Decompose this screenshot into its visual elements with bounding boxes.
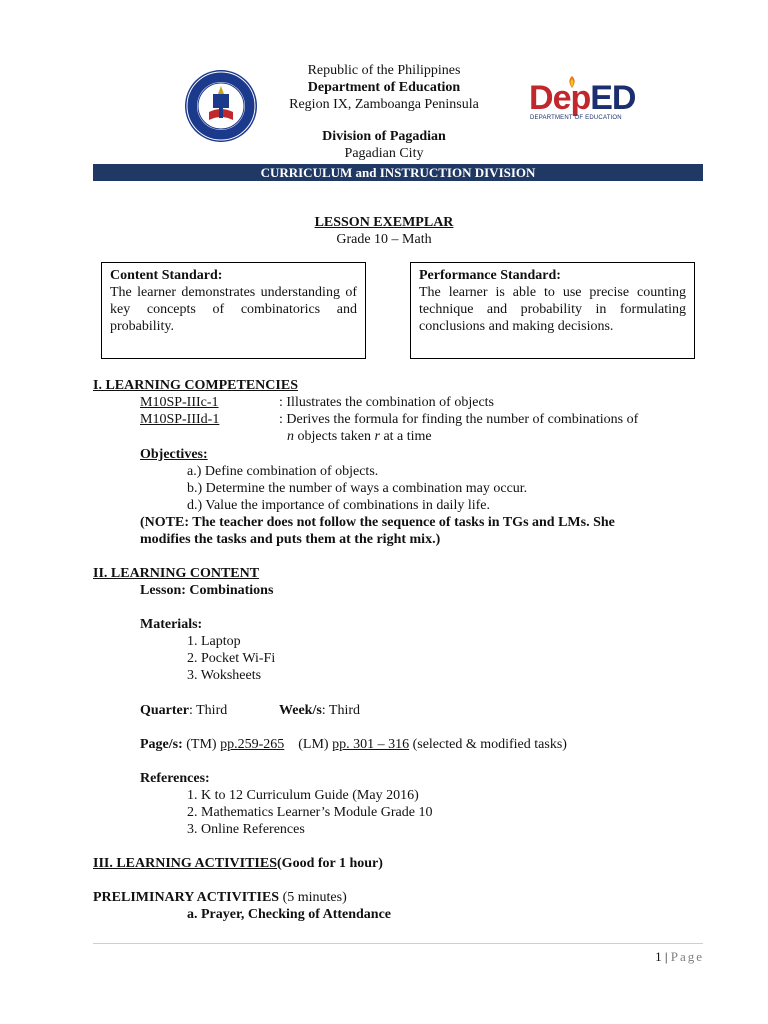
lesson-exemplar-title: LESSON EXEMPLAR bbox=[314, 215, 454, 230]
content-standard-box bbox=[101, 262, 366, 359]
curriculum-band: CURRICULUM and INSTRUCTION DIVISION bbox=[93, 164, 703, 181]
deped-subtitle: DEPARTMENT OF EDUCATION bbox=[530, 115, 622, 121]
competency-code-2: M10SP-IIId-1 bbox=[140, 412, 220, 427]
competency-code-1: M10SP-IIIc-1 bbox=[140, 395, 219, 410]
objective-a: a.) Define combination of objects. bbox=[187, 464, 379, 479]
competencies-heading: I. LEARNING COMPETENCIES bbox=[93, 378, 298, 393]
reference-1: 1. K to 12 Curriculum Guide (May 2016) bbox=[187, 788, 419, 803]
pages-line bbox=[140, 736, 567, 753]
activities-heading-line bbox=[93, 855, 383, 872]
note-line-1: (NOTE: The teacher does not follow the sequence of tasks in TGs and LMs. She bbox=[140, 515, 615, 530]
pages-lm-link[interactable]: pp. 301 – 316 bbox=[332, 737, 410, 752]
deped-wordmark: DepED bbox=[529, 79, 636, 117]
var-n: n bbox=[287, 429, 294, 444]
competency-text-2-end: at a time bbox=[379, 429, 432, 444]
activities-heading: III. LEARNING ACTIVITIES bbox=[93, 856, 278, 871]
prelim-line bbox=[93, 889, 347, 906]
material-1: 1. Laptop bbox=[187, 634, 241, 649]
header-region: Region IX, Zamboanga Peninsula bbox=[289, 97, 479, 112]
content-standard-text: The learner demonstrates understanding of key concepts of combinatorics and probability. bbox=[110, 285, 357, 334]
quarter-label: Quarter bbox=[140, 703, 189, 718]
week-value: : Third bbox=[321, 703, 361, 718]
prelim-label: PRELIMINARY ACTIVITIES bbox=[93, 890, 280, 905]
competency-text-1: : Illustrates the combination of objects bbox=[279, 395, 495, 410]
references-label: References: bbox=[140, 771, 210, 786]
lesson-label: Lesson: Combinations bbox=[140, 583, 274, 598]
materials-label: Materials: bbox=[140, 617, 203, 632]
grade-subtitle: Grade 10 – Math bbox=[336, 232, 432, 247]
week-line bbox=[279, 702, 360, 719]
prelim-tail: (5 minutes) bbox=[279, 890, 347, 905]
page-label: Page bbox=[670, 949, 704, 964]
pages-lm: (LM) bbox=[284, 737, 333, 752]
pages-tm-link[interactable]: pp.259-265 bbox=[220, 737, 285, 752]
material-3: 3. Woksheets bbox=[187, 668, 262, 683]
competency-text-2-mid: objects taken bbox=[294, 429, 375, 444]
page-footer bbox=[655, 948, 704, 965]
performance-standard-title: Performance Standard: bbox=[419, 268, 561, 283]
activities-heading-tail: (Good for 1 hour) bbox=[277, 856, 383, 871]
page-separator: | bbox=[661, 949, 671, 964]
competency-text-2-cont bbox=[287, 428, 432, 445]
prelim-item-a: a. Prayer, Checking of Attendance bbox=[187, 907, 392, 922]
header-republic: Republic of the Philippines bbox=[307, 63, 461, 78]
reference-2: 2. Mathematics Learner’s Module Grade 10 bbox=[187, 805, 433, 820]
quarter-line bbox=[140, 702, 227, 719]
pages-tm: (TM) bbox=[182, 737, 221, 752]
pages-tail: (selected & modified tasks) bbox=[409, 737, 567, 752]
deped-logo bbox=[527, 77, 637, 127]
content-standard-title: Content Standard: bbox=[110, 268, 223, 283]
header-city: Pagadian City bbox=[344, 146, 424, 161]
footer-divider bbox=[93, 943, 703, 944]
performance-standard-text: The learner is able to use precise counting technique and probability in formulating conclusions and making decisions. bbox=[419, 285, 686, 334]
objectives-label: Objectives: bbox=[140, 447, 208, 462]
week-label: Week/s bbox=[279, 703, 322, 718]
quarter-value: : Third bbox=[188, 703, 228, 718]
reference-3: 3. Online References bbox=[187, 822, 305, 837]
page-number: 1 bbox=[655, 949, 662, 964]
performance-standard-box bbox=[410, 262, 695, 359]
material-2: 2. Pocket Wi-Fi bbox=[187, 651, 276, 666]
var-r: r bbox=[374, 429, 380, 444]
pages-label: Page/s: bbox=[140, 737, 183, 752]
note-line-2: modifies the tasks and puts them at the right mix.) bbox=[140, 532, 441, 547]
header-division: Division of Pagadian bbox=[322, 129, 446, 144]
competency-text-2: : Derives the formula for finding the number of combinations of bbox=[279, 412, 639, 427]
objective-d: d.) Value the importance of combinations in daily life. bbox=[187, 498, 490, 513]
content-heading: II. LEARNING CONTENT bbox=[93, 566, 260, 581]
header-department: Department of Education bbox=[307, 80, 461, 95]
objective-b: b.) Determine the number of ways a combination may occur. bbox=[187, 481, 528, 496]
